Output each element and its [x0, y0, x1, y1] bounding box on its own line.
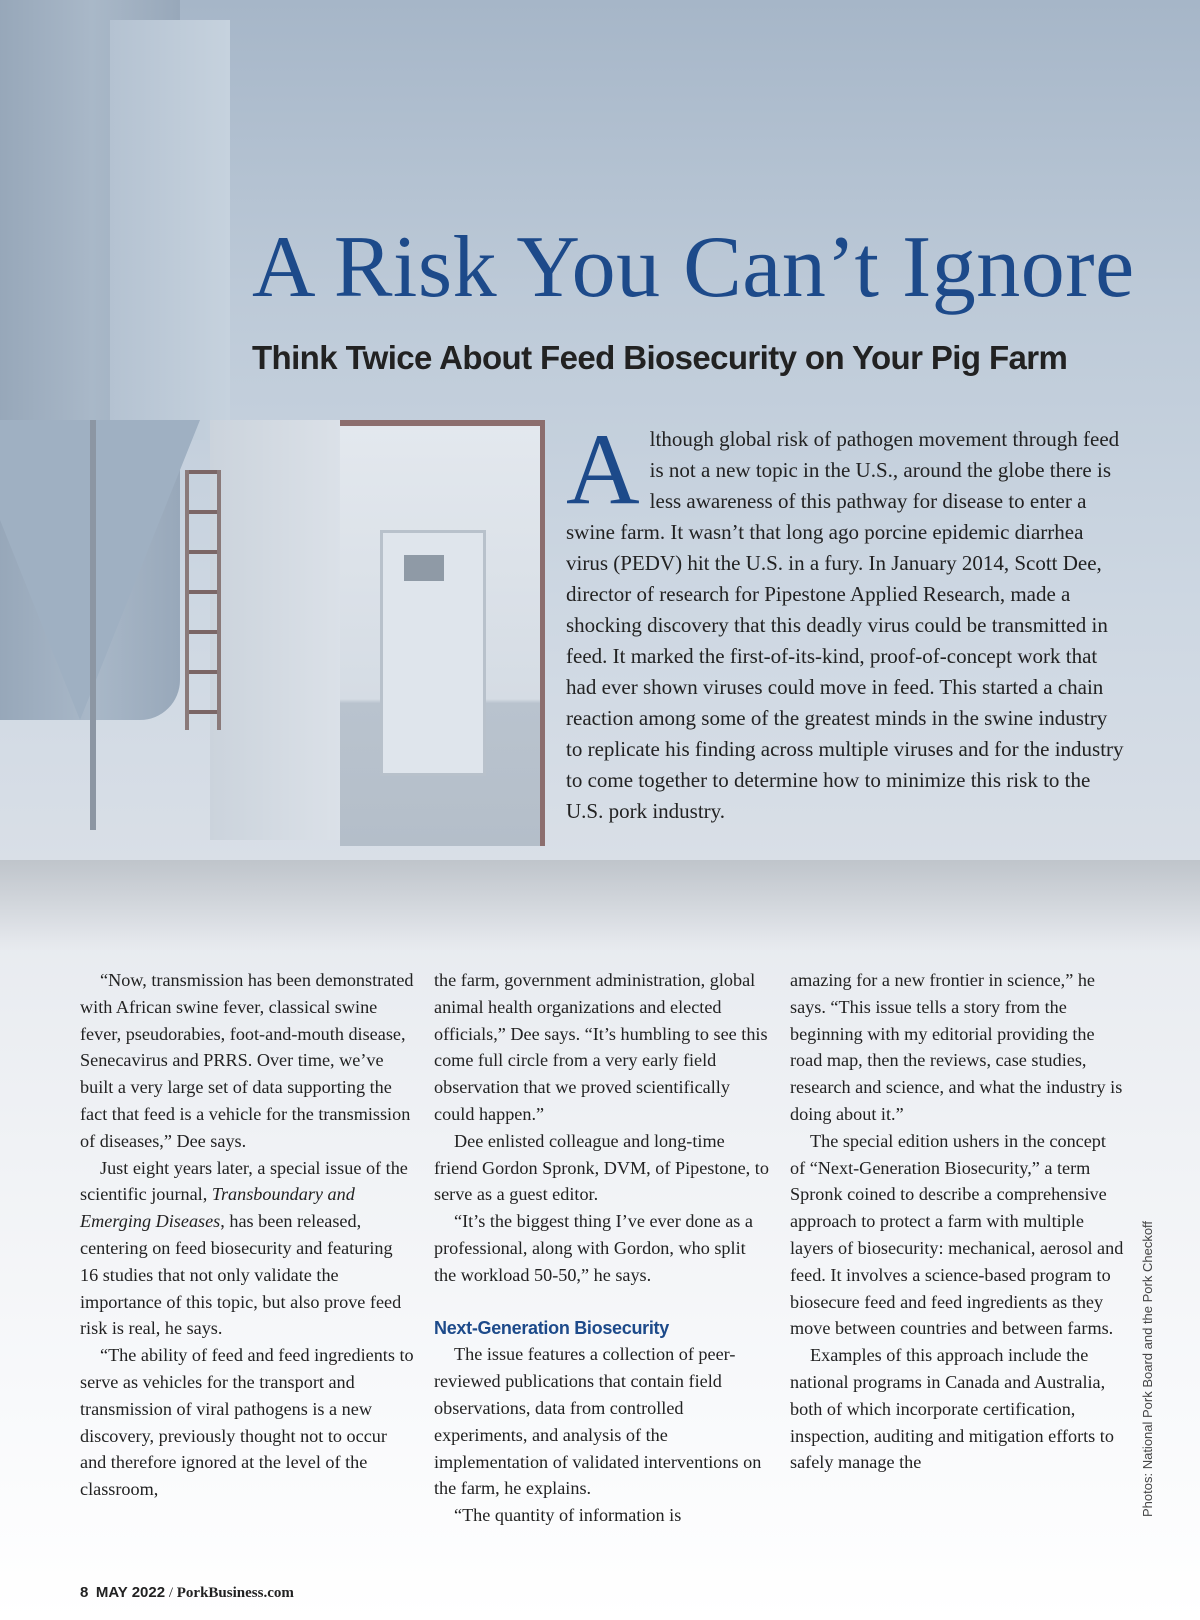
journal-name: Transboundary and Emerging Diseases	[80, 1184, 355, 1232]
body-text: , has been released, centering on feed biosecurity and featuring 16 studies that not only validate the importance of this topic, but also prove feed risk is real, he says.	[80, 1211, 402, 1339]
intro-text: lthough global risk of pathogen movement through feed is not a new topic in the U.S., around the globe there is less awareness of this pathway for disease to enter a swine farm. It wasn’t that long ago porcine epidemic diarrhea virus (PEDV) hit the U.S. in a fury. In January 2014, Scott Dee, director of research for Pipestone Applied Research, made a shocking discovery that this deadly virus could be transmitted in feed. It marked the first-of-its-kind, proof-of-concept work that had ever shown viruses could move in feed. This started a chain reaction among some of the greatest minds in the swine industry to replicate his finding across multiple viruses and for the industry to come together to determine how to minimize this risk to the U.S. pork industry.	[566, 427, 1124, 823]
column-3	[790, 967, 1125, 1476]
section-heading: Next-Generation Biosecurity	[434, 1317, 669, 1338]
body-paragraph: Examples of this approach include the national programs in Canada and Australia, both of which incorporate certification, inspection, auditing and mitigation efforts to safely manage the	[790, 1345, 1114, 1473]
silo-ladder	[185, 470, 221, 730]
column-2	[434, 967, 769, 1529]
snowy-ground	[0, 860, 1200, 950]
body-paragraph: the farm, government administration, global animal health organizations and elected officials,” Dee says. “It’s humbling to see this come full circle from a very early field observation that we proved scientifically could happen.”	[434, 970, 768, 1124]
article-body	[80, 967, 1124, 1532]
footer-separator: /	[165, 1585, 177, 1601]
page-footer	[80, 1584, 294, 1602]
feed-bin-silo-rear	[110, 20, 230, 440]
article-subtitle: Think Twice About Feed Biosecurity on Your Pig Farm	[252, 339, 1068, 376]
body-text: Just eight years later, a special issue of the scientific journal,	[80, 1157, 408, 1205]
body-paragraph: The issue features a collection of peer-reviewed publications that contain field observations, data from controlled experiments, and analysis of the implementation of validated interventions on the farm, he explains.	[434, 1344, 762, 1499]
body-paragraph: “The quantity of information is	[454, 1505, 682, 1526]
body-paragraph	[80, 1155, 415, 1343]
body-paragraph: Dee enlisted colleague and long-time friend Gordon Spronk, DVM, of Pipestone, to serve as a guest editor.	[434, 1130, 769, 1205]
body-paragraph: amazing for a new frontier in science,” he says. “This issue tells a story from the beginning with my editorial providing the road map, then the reviews, case studies, research and science, and what the industry is doing about it.”	[790, 970, 1123, 1124]
body-paragraph: “It’s the biggest thing I’ve ever done as a professional, along with Gordon, who split the workload 50-50,” he says.	[434, 1211, 753, 1285]
door-window	[404, 555, 444, 581]
intro-paragraph	[566, 413, 1126, 827]
page-number: 8	[80, 1584, 89, 1601]
photo-credit: Photos: National Pork Board and the Pork Checkoff	[1140, 1220, 1155, 1517]
drop-cap: A	[566, 413, 640, 526]
issue-date: MAY 2022	[95, 1584, 166, 1601]
website-link[interactable]: PorkBusiness.com	[176, 1585, 294, 1601]
body-paragraph: The special edition ushers in the concept of “Next-Generation Biosecurity,” a term Spronk coined to describe a comprehensive approach to protect a farm with multiple layers of biosecurity: mechanical, aerosol and feed. It involves a science-based program to biosecure feed and feed ingredients as they move between countries and between farms.	[790, 1130, 1124, 1339]
column-1	[80, 967, 415, 1503]
article-title: A Risk You Can’t Ignore	[252, 219, 1135, 316]
body-paragraph: “Now, transmission has been demonstrated with African swine fever, classical swine fever, pseudorabies, foot-and-mouth disease, Senecavirus and PRRS. Over time, we’ve built a very large set of data supporting the fact that feed is a vehicle for the transmission of diseases,” Dee says.	[80, 970, 414, 1151]
body-paragraph: “The ability of feed and feed ingredients to serve as vehicles for the transport and transmission of viral pathogens is a new discovery, previously thought not to occur and therefore ignored at the level of the classroom,	[80, 1345, 414, 1500]
